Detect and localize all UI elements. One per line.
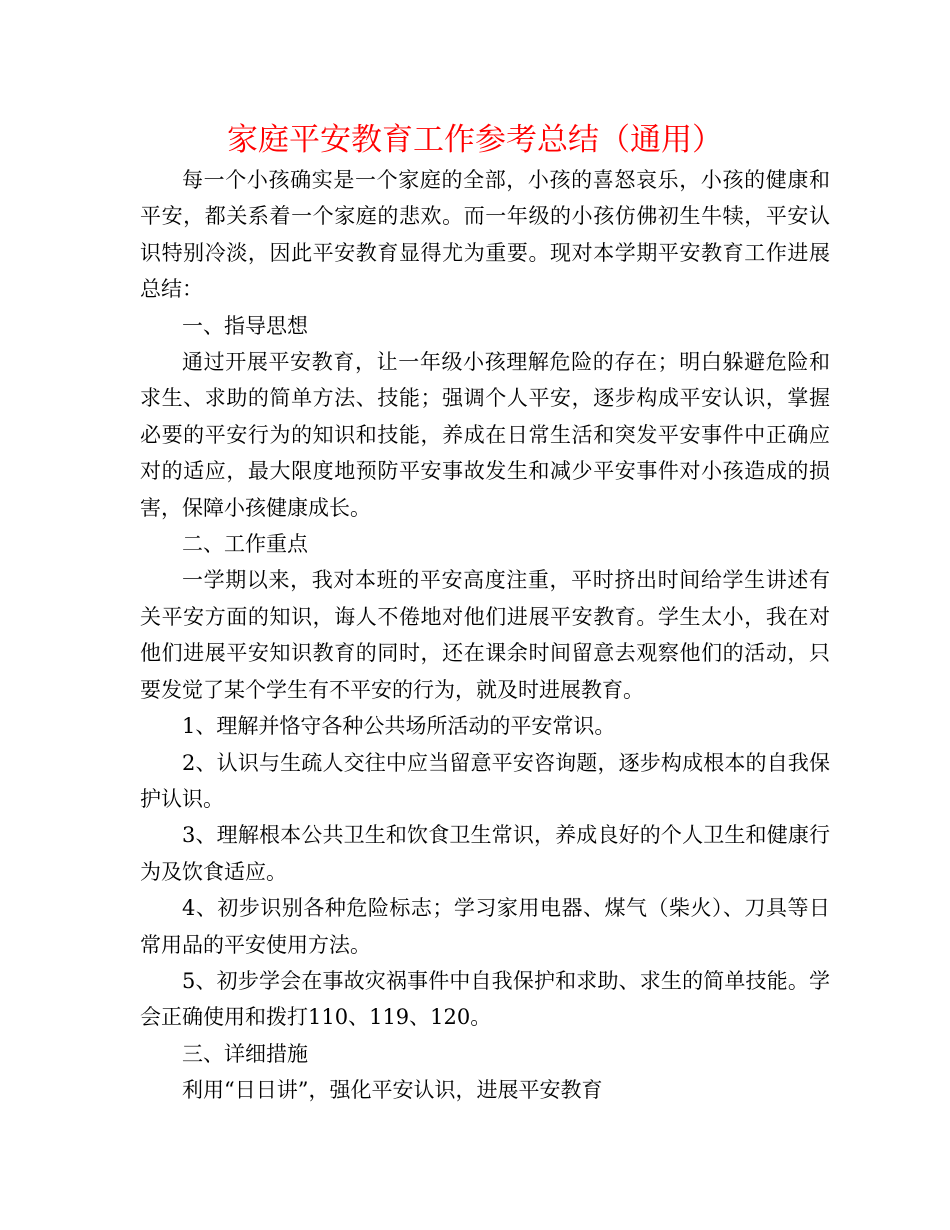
intro-paragraph: 每一个小孩确实是一个家庭的全部，小孩的喜怒哀乐，小孩的健康和平安，都关系着一个家庭的悲欢。而一年级的小孩仿佛初生牛犊，平安认识特别冷淡，因此平安教育显得尤为重要。现对本学期平安教育工作进展总结： [140, 168, 830, 302]
document-title: 家庭平安教育工作参考总结（通用） [227, 122, 723, 158]
work-focus-paragraph: 一学期以来，我对本班的平安高度注重，平时挤出时间给学生讲述有关平安方面的知识，诲人不倦地对他们进展平安教育。学生太小，我在对他们进展平安知识教育的同时，还在课余时间留意去观察他们的活动，只要发觉了某个学生有不平安的行为，就及时进展教育。 [140, 568, 830, 702]
list-item-1: 1、理解并恪守各种公共场所活动的平安常识。 [182, 714, 616, 739]
list-item-4: 4、初步识别各种危险标志；学习家用电器、煤气（柴火）、刀具等日常用品的平安使用方法。 [140, 896, 830, 957]
section-heading-measures: 三、详细措施 [182, 1041, 308, 1066]
section-heading-guiding-thought: 一、指导思想 [182, 313, 308, 338]
list-item-5: 5、初步学会在事故灾祸事件中自我保护和求助、求生的简单技能。学会正确使用和拨打110、119、120。 [140, 968, 830, 1030]
measures-paragraph: 利用“日日讲”，强化平安认识，进展平安教育 [182, 1078, 603, 1103]
guiding-thought-paragraph: 通过开展平安教育，让一年级小孩理解危险的存在；明白躲避危险和求生、求助的简单方法、技能；强调个人平安，逐步构成平安认识，掌握必要的平安行为的知识和技能，养成在日常生活和突发平安事件中正确应对的适应，最大限度地预防平安事故发生和减少平安事件对小孩造成的损害，保障小孩健康成长。 [140, 350, 830, 520]
document-body [140, 162, 830, 1109]
list-item-2: 2、认识与生疏人交往中应当留意平安咨询题，逐步构成根本的自我保护认识。 [140, 750, 830, 811]
section-heading-work-focus: 二、工作重点 [182, 532, 308, 557]
list-item-3: 3、理解根本公共卫生和饮食卫生常识，养成良好的个人卫生和健康行为及饮食适应。 [140, 823, 830, 884]
